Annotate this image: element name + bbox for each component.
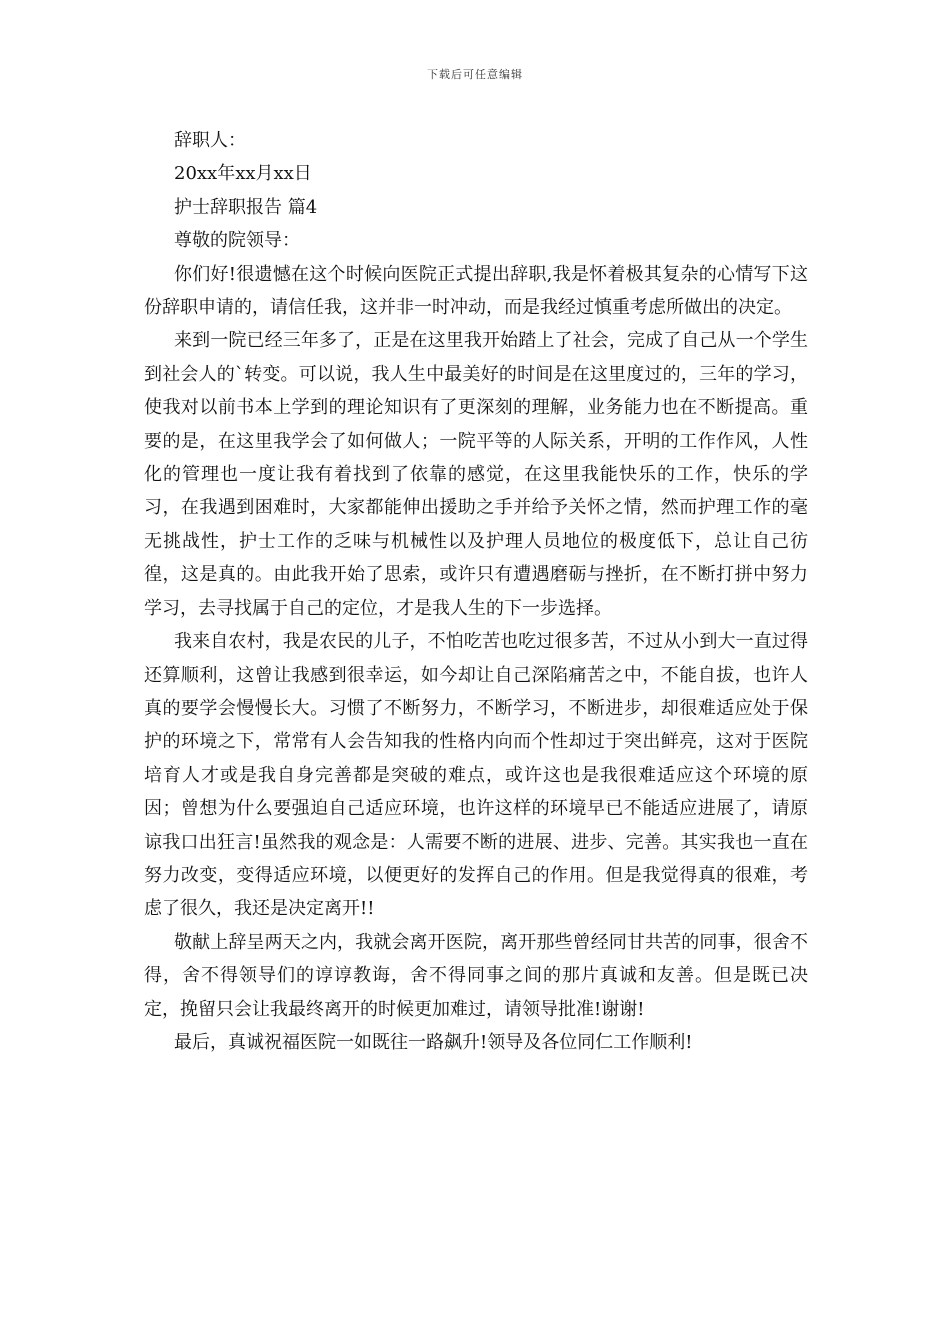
document-body [144, 124, 808, 1059]
salutation: 尊敬的院领导： [174, 230, 300, 252]
paragraph-closing: 最后，真诚祝福医院一如既往一路飙升!领导及各位同仁工作顺利! [174, 1031, 693, 1053]
paragraph-greeting: 你们好!很遗憾在这个时候向医院正式提出辞职,我是怀着极其复杂的心情写下这份辞职申请的，请信任我，这并非一时冲动，而是我经过慎重考虑所做出的决定。 [144, 263, 808, 319]
paragraph-departure: 敬献上辞呈两天之内，我就会离开医院，离开那些曾经同甘共苦的同事，很舍不得，舍不得领导们的谆谆教诲，舍不得同事之间的那片真诚和友善。但是既已决定，挽留只会让我最终离开的时候更加难过，请领导批准!谢谢! [144, 931, 808, 1020]
paragraph-experience: 来到一院已经三年多了，正是在这里我开始踏上了社会，完成了自己从一个学生到社会人的`转变。可以说，我人生中最美好的时间是在这里度过的，三年的学习，使我对以前书本上学到的理论知识有了更深刻的理解，业务能力也在不断提高。重要的是，在这里我学会了如何做人；一院平等的人际关系，开明的工作作风，人性化的管理也一度让我有着找到了依靠的感觉，在这里我能快乐的工作，快乐的学习，在我遇到困难时，大家都能伸出援助之手并给予关怀之情，然而护理工作的毫无挑战性，护士工作的乏味与机械性以及护理人员地位的极度低下，总让自己彷徨，这是真的。由此我开始了思索，或许只有遭遇磨砺与挫折，在不断打拼中努力学习，去寻找属于自己的定位，才是我人生的下一步选择。 [144, 330, 808, 619]
page-header-note: 下载后可任意编辑 [427, 68, 523, 81]
section-title: 护士辞职报告 篇4 [174, 196, 318, 218]
document-date: 20xx年xx月xx日 [174, 163, 312, 185]
signer-label: 辞职人： [174, 130, 246, 151]
paragraph-background: 我来自农村，我是农民的儿子，不怕吃苦也吃过很多苦，不过从小到大一直过得还算顺利，这曾让我感到很幸运，如今却让自己深陷痛苦之中，不能自拔，也许人真的要学会慢慢长大。习惯了不断努力，不断学习，不断进步，却很难适应处于保护的环境之下，常常有人会告知我的性格内向而个性却过于突出鲜亮，这对于医院培育人才或是我自身完善都是突破的难点，或许这也是我很难适应这个环境的原因；曾想为什么要强迫自己适应环境，也许这样的环境早已不能适应进展了，请原谅我口出狂言!虽然我的观念是：人需要不断的进展、进步、完善。其实我也一直在努力改变，变得适应环境，以便更好的发挥自己的作用。但是我觉得真的很难，考虑了很久，我还是决定离开!! [144, 631, 808, 920]
